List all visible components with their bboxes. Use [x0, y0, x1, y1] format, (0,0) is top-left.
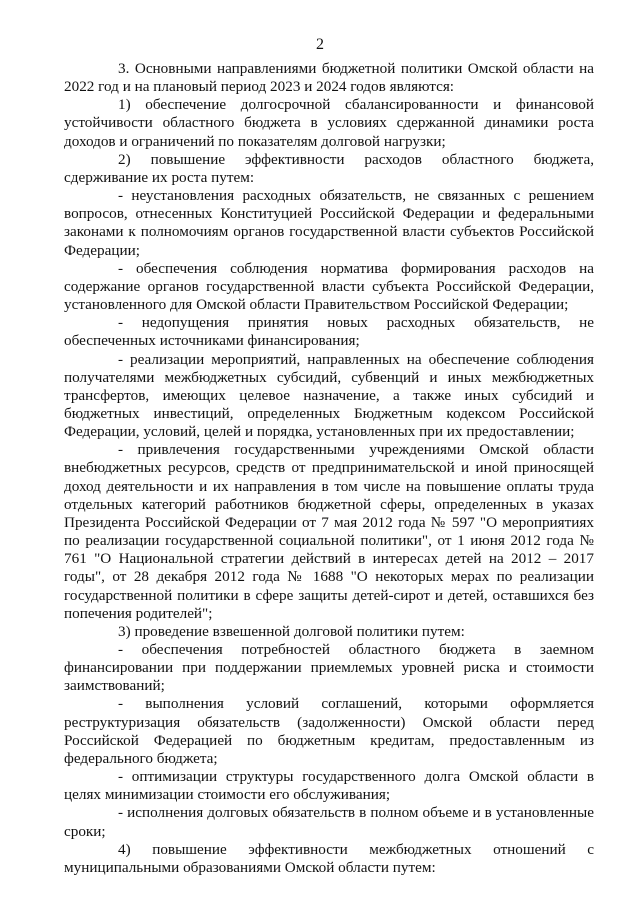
paragraph-item-2: 2) повышение эффективности расходов областного бюджета, сдерживание их роста путем:: [64, 150, 594, 186]
paragraph-bullet: - недопущения принятия новых расходных обязательств, не обеспеченных источниками финансирования;: [64, 314, 594, 350]
paragraph-bullet: - обеспечения соблюдения норматива формирования расходов на содержание органов государственной власти субъекта Российской Федерации, установленного для Омской области Правительством Российской Федерации;: [64, 259, 594, 314]
paragraph-item-1: 1) обеспечение долгосрочной сбалансированности и финансовой устойчивости областного бюджета в условиях сдержанной динамики роста доходов и ограничений по показателям долговой нагрузки;: [64, 96, 594, 150]
document-body: [64, 60, 594, 877]
paragraph-bullet: - оптимизации структуры государственного долга Омской области в целях минимизации стоимости его обслуживания;: [64, 768, 594, 804]
paragraph-bullet: - исполнения долговых обязательств в полном объеме и в установленные сроки;: [64, 804, 594, 840]
paragraph-item-3: 3) проведение взвешенной долговой политики путем:: [118, 622, 465, 640]
page-number: 2: [316, 36, 324, 53]
paragraph-bullet: - обеспечения потребностей областного бюджета в заемном финансировании при поддержании приемлемых уровней риска и стоимости заимствований;: [64, 641, 594, 695]
paragraph-item-4: 4) повышение эффективности межбюджетных отношений с муниципальными образованиями Омской области путем:: [64, 840, 594, 876]
paragraph-bullet: - выполнения условий соглашений, которыми оформляется реструктуризация обязательств (задолженности) Омской области перед Российской Федерацией по бюджетным кредитам, предоставленным из федерального бюджета;: [64, 695, 594, 767]
paragraph-section-3-intro: 3. Основными направлениями бюджетной политики Омской области на 2022 год и на плановый период 2023 и 2024 годов являются:: [64, 60, 594, 96]
paragraph-bullet: - реализации мероприятий, направленных на обеспечение соблюдения получателями межбюджетных субсидий, субвенций и иных межбюджетных трансфертов, имеющих целевое назначение, а также иных субсидий и бюджетных инвестиций, определенных Бюджетным кодексом Российской Федерации, условий, целей и порядка, установленных при их предоставлении;: [64, 350, 594, 441]
paragraph-bullet: - привлечения государственными учреждениями Омской области внебюджетных ресурсов, средств от предпринимательской и иной приносящей доход деятельности и их направления в том числе на повышение оплаты труда отдельных категорий работников бюджетной сферы, определенных в указах Президента Российской Федерации от 7 мая 2012 года № 597 "О мероприятиях по реализации государственной социальной политики", от 1 июня 2012 года № 761 "О Национальной стратегии действий в интересах детей на 2012 – 2017 годы", от 28 декабря 2012 года № 1688 "О некоторых мерах по реализации государственной политики в сфере защиты детей-сирот и детей, оставшихся без попечения родителей";: [64, 441, 594, 622]
paragraph-bullet: - неустановления расходных обязательств, не связанных с решением вопросов, отнесенных Конституцией Российской Федерации и федеральными законами к полномочиям органов государственной власти субъектов Российской Федерации;: [64, 187, 594, 259]
